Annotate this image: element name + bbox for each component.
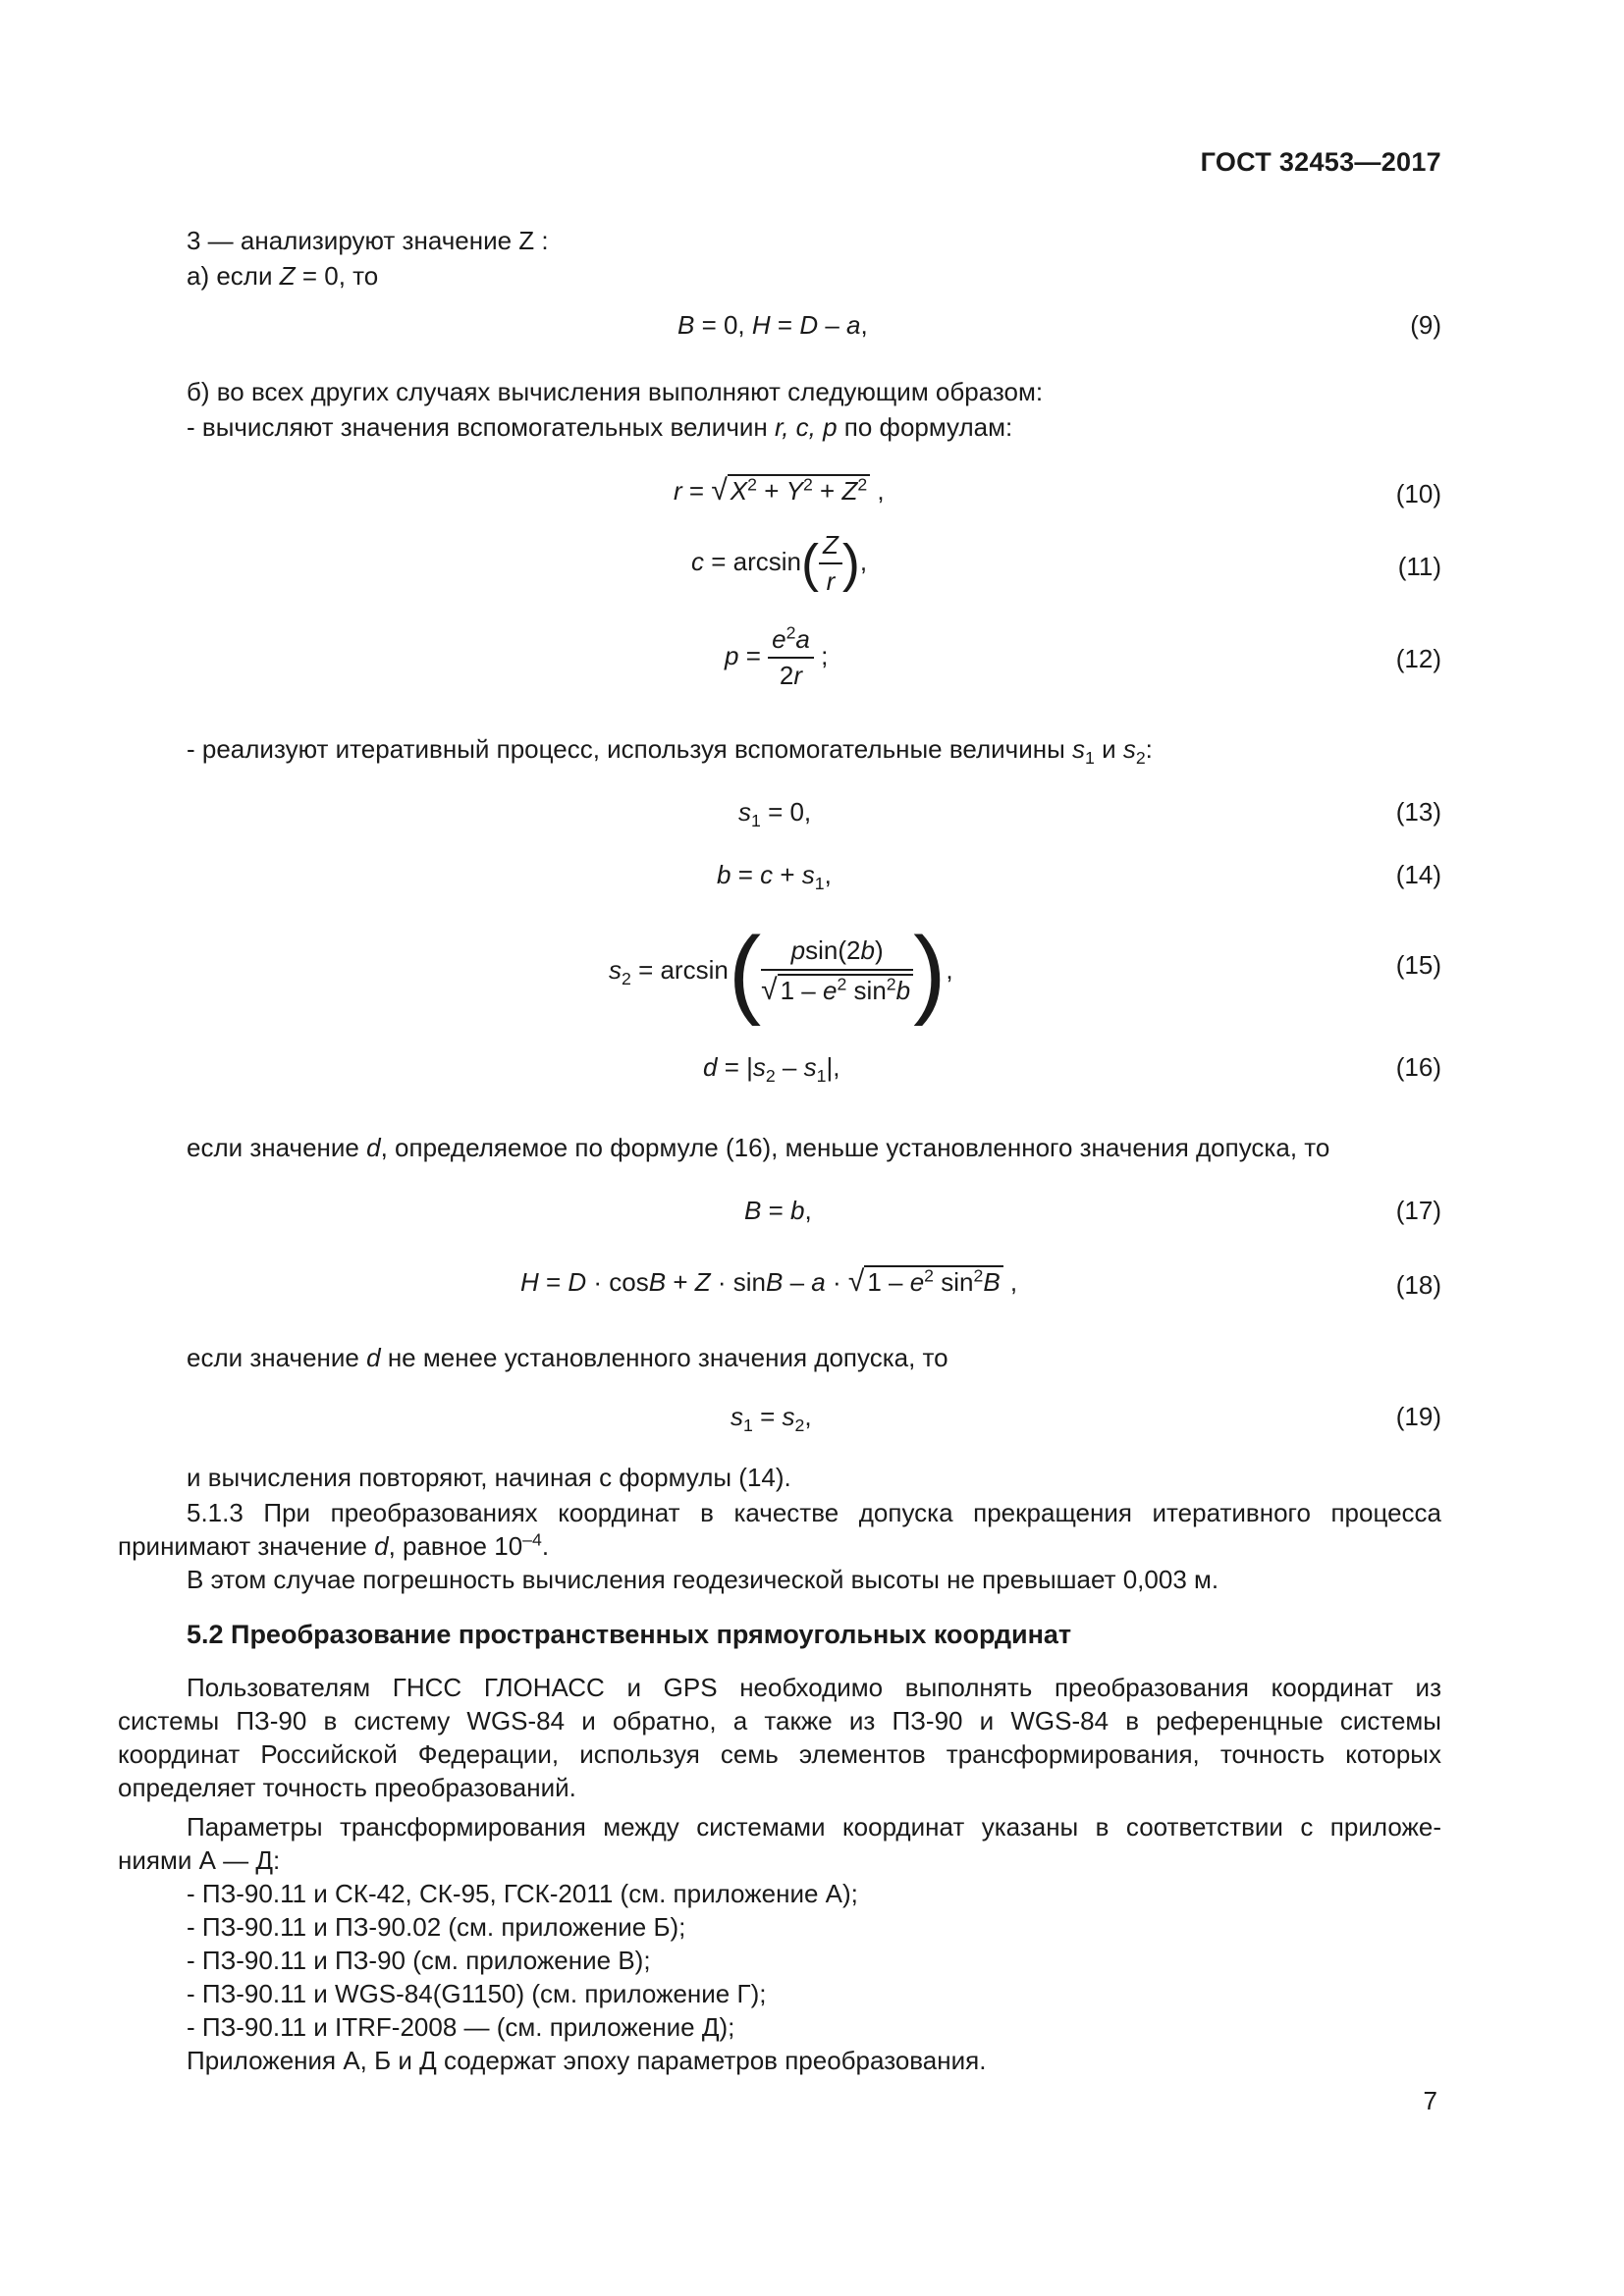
condition-less-text: если значение d, определяемое по формуле (16), меньше установленного значения допуска, то (187, 1133, 1330, 1162)
equation-18: H = D · cosB + Z · sinB – a · √ $1 - e^2$ $\sin^2B$ , (520, 1265, 1018, 1298)
section-5-2-heading: 5.2 Преобразование пространственных прямоугольных координат (187, 1620, 1072, 1649)
equation-15: $s_2 = \arcsin$( $\frac{psin(2b)}{√ 1 - e^2 \sin^2b}$ ), (609, 917, 953, 1027)
step3-text: 3 — анализируют значение Z : (187, 226, 549, 255)
equation-16-number: (16) (1395, 1052, 1441, 1082)
section-5-2-para1-line4: определяет точность преобразований. (118, 1773, 576, 1802)
clause-513-line3: В этом случае погрешность вычисления геодезической высоты не превышает 0,003 м. (187, 1565, 1219, 1594)
equation-12-number: (12) (1395, 644, 1441, 673)
case-a-text: а) если Z = 0, то (187, 261, 379, 291)
equation-11: c = arcsin( $\frac{Z}{r}$ ), (691, 530, 868, 597)
section-5-2-para1-line3: координат Российской Федерации, используя семь элементов трансформирования, точность которых (118, 1739, 1441, 1769)
equation-11-number: (11) (1397, 552, 1441, 581)
equation-9: B = 0, H = D – a, (677, 310, 868, 340)
list-item: - ПЗ-90.11 и ПЗ-90 (см. приложение В); (187, 1946, 651, 1975)
equation-13-number: (13) (1395, 797, 1441, 827)
equation-17: B = b, (744, 1196, 812, 1225)
equation-19: $s_1 = s_2$, (731, 1402, 812, 1436)
clause-513-line1: 5.1.3 При преобразованиях координат в качестве допуска прекращения итеративного процесса (187, 1498, 1441, 1527)
equation-14: $b = c + s_1$, (717, 860, 832, 894)
equation-17-number: (17) (1395, 1196, 1441, 1225)
equation-12: p = $\frac{e^2a}{2r}$ ; (725, 622, 829, 691)
section-5-2-para2-line1: Параметры трансформирования между системами координат указаны в соответствии с приложе- (187, 1812, 1441, 1842)
list-item: - ПЗ-90.11 и ПЗ-90.02 (см. приложение Б); (187, 1912, 686, 1942)
list-item: - ПЗ-90.11 и СК-42, СК-95, ГСК-2011 (см. приложение А); (187, 1879, 858, 1908)
repeat-text: и вычисления повторяют, начиная с формулы (14). (187, 1463, 791, 1492)
condition-not-less-text: если значение d не менее установленного значения допуска, то (187, 1343, 948, 1372)
section-5-2-para2-line2: ниями А — Д: (118, 1845, 281, 1875)
equation-18-number: (18) (1395, 1270, 1441, 1300)
case-b-text: б) во всех других случаях вычисления выполняют следующим образом: (187, 377, 1044, 406)
equation-10: r = √ $X^2 + Y^2 + Z^2$ , (674, 474, 885, 507)
page-number: 7 (1423, 2086, 1437, 2115)
equation-16: $d = |s_2 - s_1|$, (703, 1052, 840, 1087)
equation-19-number: (19) (1395, 1402, 1441, 1431)
list-item: - ПЗ-90.11 и ITRF-2008 — (см. приложение Д); (187, 2012, 735, 2042)
aux-values-text: - вычисляют значения вспомогательных величин r, c, p по формулам: (187, 412, 1013, 442)
section-5-2-para1-line2: системы ПЗ-90 в систему WGS-84 и обратно, а также из ПЗ-90 и WGS-84 в референцные системы (118, 1706, 1441, 1735)
equation-15-number: (15) (1395, 950, 1441, 980)
list-item: - ПЗ-90.11 и WGS-84(G1150) (см. приложение Г); (187, 1979, 767, 2008)
equation-9-number: (9) (1410, 310, 1441, 340)
iterative-process-text: - реализуют итеративный процесс, используя вспомогательные величины $s_1$ и $s_2$: (187, 734, 1153, 769)
equation-14-number: (14) (1395, 860, 1441, 889)
section-5-2-para1-line1: Пользователям ГНСС ГЛОНАСС и GPS необходимо выполнять преобразования координат из (187, 1673, 1441, 1702)
document-id-header: ГОСТ 32453—2017 (1200, 147, 1441, 177)
equation-10-number: (10) (1395, 479, 1441, 508)
clause-513-line2: принимают значение d, равное $10^{-4}$. (118, 1529, 550, 1561)
closing-text: Приложения А, Б и Д содержат эпоху параметров преобразования. (187, 2046, 987, 2075)
equation-13: $s_1 = 0$, (738, 797, 812, 831)
